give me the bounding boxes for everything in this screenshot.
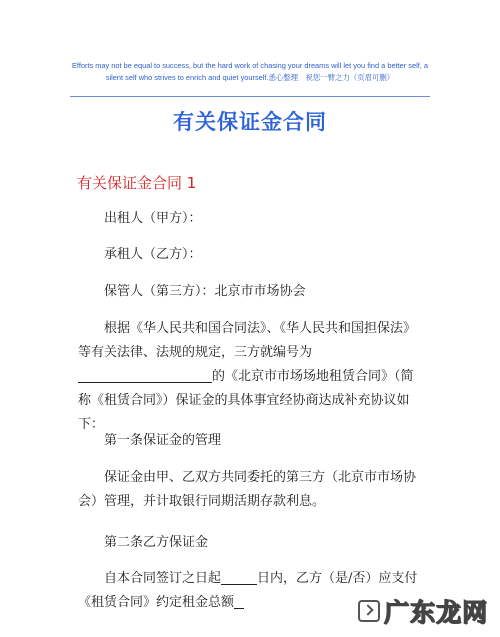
contract-number-blank-end (198, 368, 212, 383)
header-quote: Efforts may not be equal to success, but the hard work of chasing your dreams will let you find a better self, a silent self who strives to enrich and quiet yourself.悉心整理 祝您一臂之力（页眉可删） (71, 61, 429, 82)
section-title: 有关保证金合同 1 (77, 174, 197, 192)
contract-number-blank (78, 368, 198, 383)
check-badge-icon (358, 600, 380, 622)
clause-intro-text-a: 根据《华人民共和国合同法》、《华人民共和国担保法》等有关法律、法规的规定，三方就编号为 (78, 321, 417, 360)
lessor-line: 出租人（甲方）： (104, 211, 202, 226)
clause2-text-a: 自本合同签订之日起 (104, 571, 222, 586)
site-watermark (358, 593, 488, 629)
clause-intro-paragraph (78, 317, 425, 437)
clause2-text-b: 日内，乙方（是/否）应支付《租赁合同》约定租金总额 (78, 571, 418, 610)
clause-intro-text-b: 的《北京市市场场地租赁合同》（简称《租赁合同》）保证金的具体事宜经协商达成补充协议如下： (78, 369, 414, 432)
clause1-title: 第一条保证金的管理 (104, 433, 222, 448)
header-divider (70, 96, 430, 97)
custodian-line: 保管人（第三方）：北京市市场协会 (104, 284, 306, 299)
days-blank (221, 570, 257, 585)
clause2-title: 第二条乙方保证金 (104, 535, 209, 550)
watermark-text: 广东龙网 (383, 598, 488, 627)
lessee-line: 承租人（乙方）： (104, 247, 202, 262)
clause1-text: 保证金由甲、乙双方共同委托的第三方（北京市市场协会）管理，并计取银行同期活期存款利息。 (78, 470, 417, 509)
document-title: 有关保证金合同 (173, 110, 327, 134)
deposit-amount-blank (234, 594, 244, 609)
